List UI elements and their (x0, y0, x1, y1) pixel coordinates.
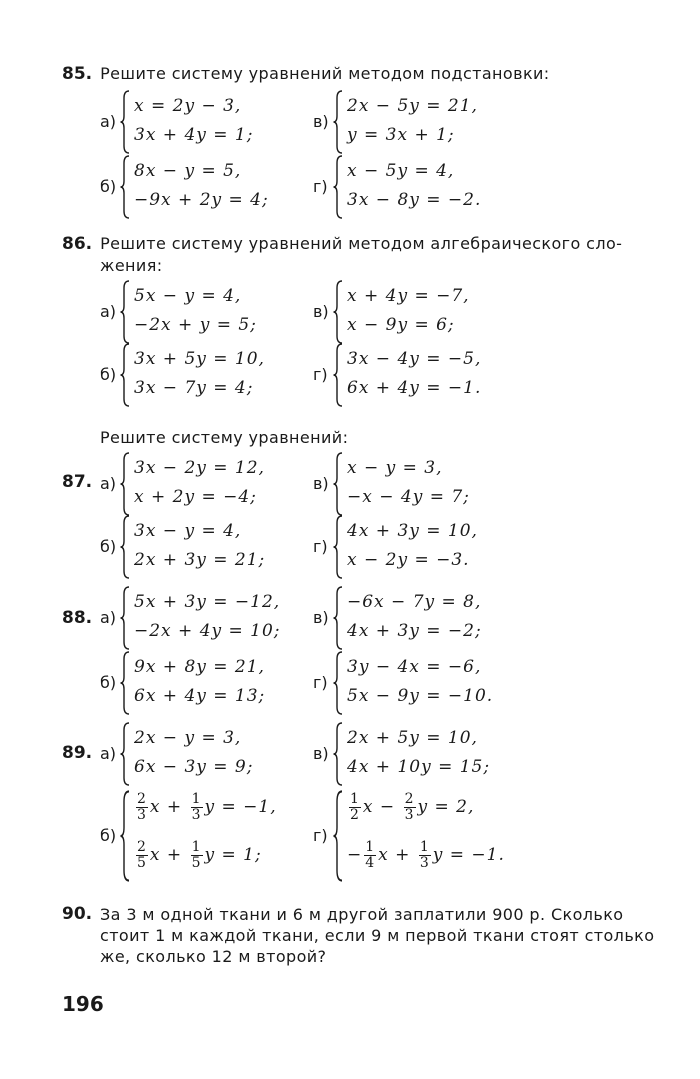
brace-icon (333, 452, 343, 516)
system-label: в) (313, 744, 329, 763)
equation-2: −9x + 2y = 4; (134, 190, 269, 210)
brace-icon (333, 586, 343, 650)
system-label: г) (313, 537, 328, 556)
system-label: в) (313, 608, 329, 627)
equation-1: $\frac{1}{2}$ x − $\frac{2}{3}$ y = 2, (350, 791, 475, 823)
fraction: $\frac{1}{4}$ (365, 839, 376, 871)
problem-86-text-line1: Решите систему уравнений методом алгебраического сло- (100, 234, 623, 253)
equation-1: 3x − 2y = 12, (134, 458, 265, 478)
problem-90-line: стоит 1 м каждой ткани, если 9 м первой ткани стоят столько (100, 926, 655, 945)
brace-icon (120, 790, 130, 882)
equation-1: x = 2y − 3, (134, 96, 242, 116)
system-label: а) (100, 608, 117, 627)
brace-icon (120, 452, 130, 516)
equation-2: − $\frac{1}{4}$ x + $\frac{1}{3}$ y = −1. (347, 839, 505, 871)
brace-icon (120, 722, 130, 786)
system-label: г) (313, 673, 328, 692)
equation-1: −6x − 7y = 8, (347, 592, 482, 612)
equation-2: 6x + 4y = −1. (347, 378, 482, 398)
system-label: а) (100, 302, 117, 321)
system-label: г) (313, 365, 328, 384)
brace-icon (120, 515, 130, 579)
brace-icon (333, 90, 343, 154)
problem-86-text-line2: жения: (100, 256, 163, 275)
brace-icon (120, 586, 130, 650)
equation-2: 4x + 3y = −2; (347, 621, 482, 641)
equation-1: 3y − 4x = −6, (347, 657, 482, 677)
equation-2: 3x + 4y = 1; (134, 125, 254, 145)
brace-icon (120, 280, 130, 344)
equation-1: x + 4y = −7, (347, 286, 470, 306)
equation-1: x − 5y = 4, (347, 161, 455, 181)
equation-1: 3x + 5y = 10, (134, 349, 265, 369)
system-label: а) (100, 474, 117, 493)
problem-88-number: 88. (62, 608, 93, 628)
problem-85-number: 85. (62, 64, 93, 84)
system-label: а) (100, 744, 117, 763)
equation-2: x − 2y = −3. (347, 550, 470, 570)
equation-1: $\frac{2}{3}$ x + $\frac{1}{3}$ y = −1, (137, 791, 277, 823)
fraction: $\frac{1}{3}$ (191, 791, 202, 823)
equation-2: −x − 4y = 7; (347, 487, 470, 507)
problem-85-title (62, 64, 550, 84)
page-number: 196 (62, 992, 104, 1016)
fraction: $\frac{2}{5}$ (137, 839, 147, 871)
system-label: б) (100, 826, 117, 845)
brace-icon (333, 155, 343, 219)
fraction: $\frac{2}{3}$ (404, 791, 415, 823)
problem-90-line: За 3 м одной ткани и 6 м другой заплатили 900 р. Сколько (100, 905, 624, 924)
equation-1: 3x − 4y = −5, (347, 349, 482, 369)
equation-2: 3x − 7y = 4; (134, 378, 254, 398)
equation-2: −2x + y = 5; (134, 315, 257, 335)
fraction: $\frac{2}{3}$ (137, 791, 147, 823)
brace-icon (120, 651, 130, 715)
system-label: в) (313, 302, 329, 321)
brace-icon (333, 343, 343, 407)
equation-1: 2x − y = 3, (134, 728, 242, 748)
system-label: г) (313, 826, 328, 845)
equation-1: 2x + 5y = 10, (347, 728, 478, 748)
system-label: б) (100, 177, 117, 196)
equation-1: 5x − y = 4, (134, 286, 242, 306)
equation-1: 8x − y = 5, (134, 161, 242, 181)
brace-icon (120, 155, 130, 219)
equation-2: 4x + 10y = 15; (347, 757, 491, 777)
problem-90-line: же, сколько 12 м второй? (100, 947, 327, 966)
system-label: г) (313, 177, 328, 196)
problem-86-title (62, 233, 622, 255)
equation-1: 3x − y = 4, (134, 521, 242, 541)
brace-icon (120, 90, 130, 154)
brace-icon (333, 280, 343, 344)
equation-1: 5x + 3y = −12, (134, 592, 281, 612)
equation-2: −2x + 4y = 10; (134, 621, 281, 641)
system-label: в) (313, 112, 329, 131)
problem-89-number: 89. (62, 743, 93, 763)
fraction: $\frac{1}{5}$ (191, 839, 202, 871)
problem-90-number: 90. (62, 904, 93, 924)
system-label: а) (100, 112, 117, 131)
system-label: в) (313, 474, 329, 493)
equation-2: x + 2y = −4; (134, 487, 257, 507)
problem-85-text: Решите систему уравнений методом подстановки: (100, 64, 550, 83)
problem-87-number: 87. (62, 472, 93, 492)
system-label: б) (100, 537, 117, 556)
equation-2: $\frac{2}{5}$ x + $\frac{1}{5}$ y = 1; (137, 839, 262, 871)
equation-2: x − 9y = 6; (347, 315, 455, 335)
equation-2: 3x − 8y = −2. (347, 190, 482, 210)
equation-1: 9x + 8y = 21, (134, 657, 265, 677)
equation-1: 2x − 5y = 21, (347, 96, 478, 116)
equation-2: 2x + 3y = 21; (134, 550, 266, 570)
brace-icon (333, 722, 343, 786)
problem-90-text (100, 904, 660, 967)
equation-2: y = 3x + 1; (347, 125, 455, 145)
brace-icon (333, 651, 343, 715)
fraction: $\frac{1}{2}$ (350, 791, 360, 823)
system-label: б) (100, 673, 117, 692)
equation-1: x − y = 3, (347, 458, 443, 478)
problem-86-number: 86. (62, 234, 93, 254)
brace-icon (120, 343, 130, 407)
fraction: $\frac{1}{3}$ (419, 839, 430, 871)
brace-icon (333, 790, 343, 882)
equation-2: 6x − 3y = 9; (134, 757, 254, 777)
equation-2: 6x + 4y = 13; (134, 686, 266, 706)
equation-1: 4x + 3y = 10, (347, 521, 478, 541)
equation-2: 5x − 9y = −10. (347, 686, 494, 706)
brace-icon (333, 515, 343, 579)
system-label: б) (100, 365, 117, 384)
section-subheading: Решите систему уравнений: (100, 428, 349, 447)
